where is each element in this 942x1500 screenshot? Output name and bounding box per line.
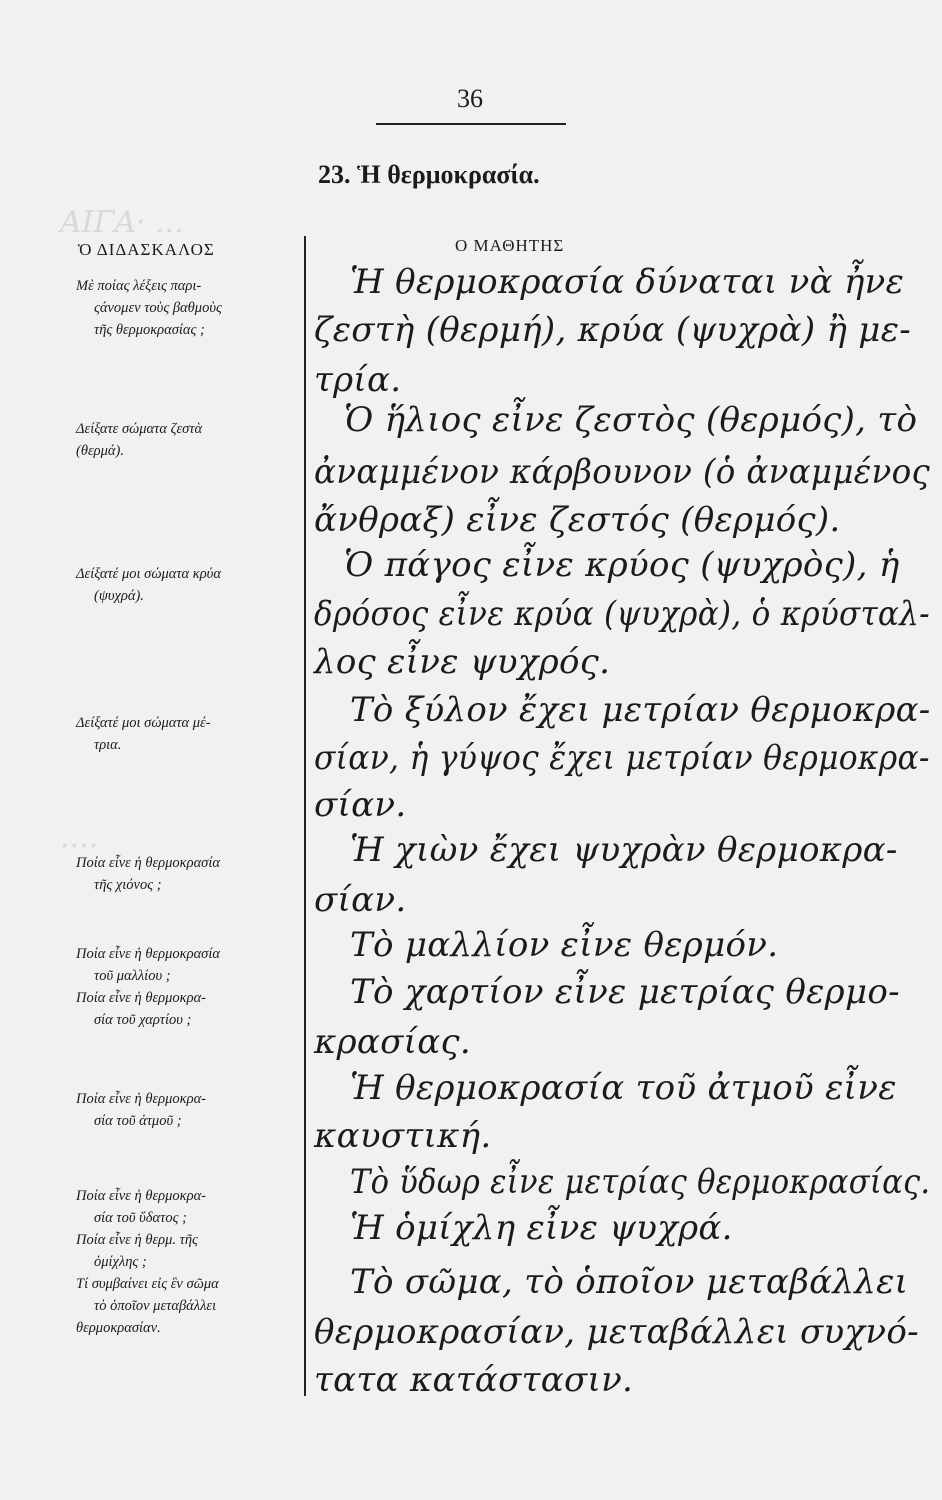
student-answer-line: δρόσος εἶνε κρύα (ψυχρὰ), ὁ κρύσταλ- — [314, 594, 930, 634]
student-answer-line: Ὁ πάγος εἶνε κρύος (ψυχρὸς), ἡ — [344, 545, 900, 585]
student-answer-line: καυστική. — [314, 1116, 492, 1156]
teacher-question: Ποία εἶνε ἡ θερμοκρα- σία τοῦ ἀτμοῦ ; — [76, 1091, 207, 1129]
teacher-question: Ποία εἶνε ἡ θερμ. τῆς ὁμίχλης ; — [76, 1232, 198, 1270]
student-answer-line: Τὸ χαρτίον εἶνε μετρίας θερμο- — [350, 972, 900, 1012]
teacher-question: Ποία εἶνε ἡ θερμοκρα- σία τοῦ χαρτίου ; — [76, 990, 207, 1028]
header-rule — [376, 123, 566, 125]
student-answer-line: σίαν. — [314, 880, 407, 920]
teacher-column-header: Ὁ ΔΙΔΑΣΚΑΛΟΣ — [78, 240, 215, 259]
student-answer-line: Ἡ θερμοκρασία τοῦ ἀτμοῦ εἶνε — [350, 1068, 897, 1108]
student-answer-line: λος εἶνε ψυχρός. — [314, 642, 611, 682]
column-divider — [304, 236, 306, 1396]
teacher-question: Δείξατέ μοι σώματα μέ- τρια. — [76, 715, 211, 753]
student-answer-line: τρία. — [314, 360, 402, 400]
student-answer-line: θερμοκρασίαν, μεταβάλλει συχνό- — [314, 1312, 919, 1352]
student-answer-line: Ἡ θερμοκρασία δύναται νὰ ἦνε — [350, 262, 905, 302]
page-number: 36 — [457, 84, 483, 113]
student-answer-line: Ἡ χιὼν ἔχει ψυχρὰν θερμοκρα- — [350, 830, 898, 870]
student-answer-line: Τὸ ὕδωρ εἶνε μετρίας θερμοκρασίας. — [350, 1162, 931, 1202]
student-answer-line: σίαν. — [314, 785, 407, 825]
bleed-through-text: ΑΙΓΑ· ... — [60, 205, 184, 240]
teacher-question: Ποία εἶνε ἡ θερμοκρα- σία τοῦ ὕδατος ; — [76, 1188, 207, 1226]
student-answer-line: σίαν, ἡ γύψος ἔχει μετρίαν θερμοκρα- — [314, 738, 930, 778]
student-answer-line: ἀναμμένον κάρβουνον (ὁ ἀναμμένος — [314, 452, 930, 492]
student-answer-line: κρασίας. — [314, 1022, 471, 1062]
student-answer-line: Τὸ ξύλον ἔχει μετρίαν θερμοκρα- — [350, 690, 931, 730]
teacher-question: Μὲ ποίας λέξεις παρι- ςάνομεν τοὺς βαθμοὺς τῆς θερμοκρασίας ; — [76, 278, 222, 338]
student-answer-line: Ὁ ἥλιος εἶνε ζεστὸς (θερμός), τὸ — [344, 400, 918, 440]
teacher-question: Δείξατέ μοι σώματα κρύα (ψυχρά). — [76, 566, 221, 604]
student-answer-line: ζεστὴ (θερμή), κρύα (ψυχρὰ) ἢ με- — [314, 310, 912, 350]
teacher-question: Ποία εἶνε ἡ θερμοκρασία τῆς χιόνος ; — [76, 855, 220, 893]
student-answer-line: Ἡ ὁμίχλη εἶνε ψυχρά. — [350, 1208, 733, 1248]
teacher-question: Δείξατε σώματα ζεστὰ (θερμά). — [76, 421, 203, 459]
teacher-question: Ποία εἶνε ἡ θερμοκρασία τοῦ μαλλίου ; — [76, 946, 220, 984]
student-answer-line: τατα κατάστασιν. — [314, 1360, 634, 1400]
section-title: 23. Ἡ θερμοκρασία. — [318, 160, 540, 189]
student-column-header: Ο ΜΑΘΗΤΗΣ — [455, 236, 565, 255]
student-answer-line: Τὸ σῶμα, τὸ ὁποῖον μεταβάλλει — [350, 1262, 909, 1302]
student-answer-line: Τὸ μαλλίον εἶνε θερμόν. — [350, 925, 779, 965]
bleed-through-text: .... — [60, 820, 99, 855]
teacher-question: Τί συμβαίνει εἰς ἓν σῶμα τὸ ὁποῖον μεταβάλλει θερμοκρασίαν. — [76, 1276, 219, 1336]
student-answer-line: ἄνθραξ) εἶνε ζεστός (θερμός). — [314, 500, 841, 540]
